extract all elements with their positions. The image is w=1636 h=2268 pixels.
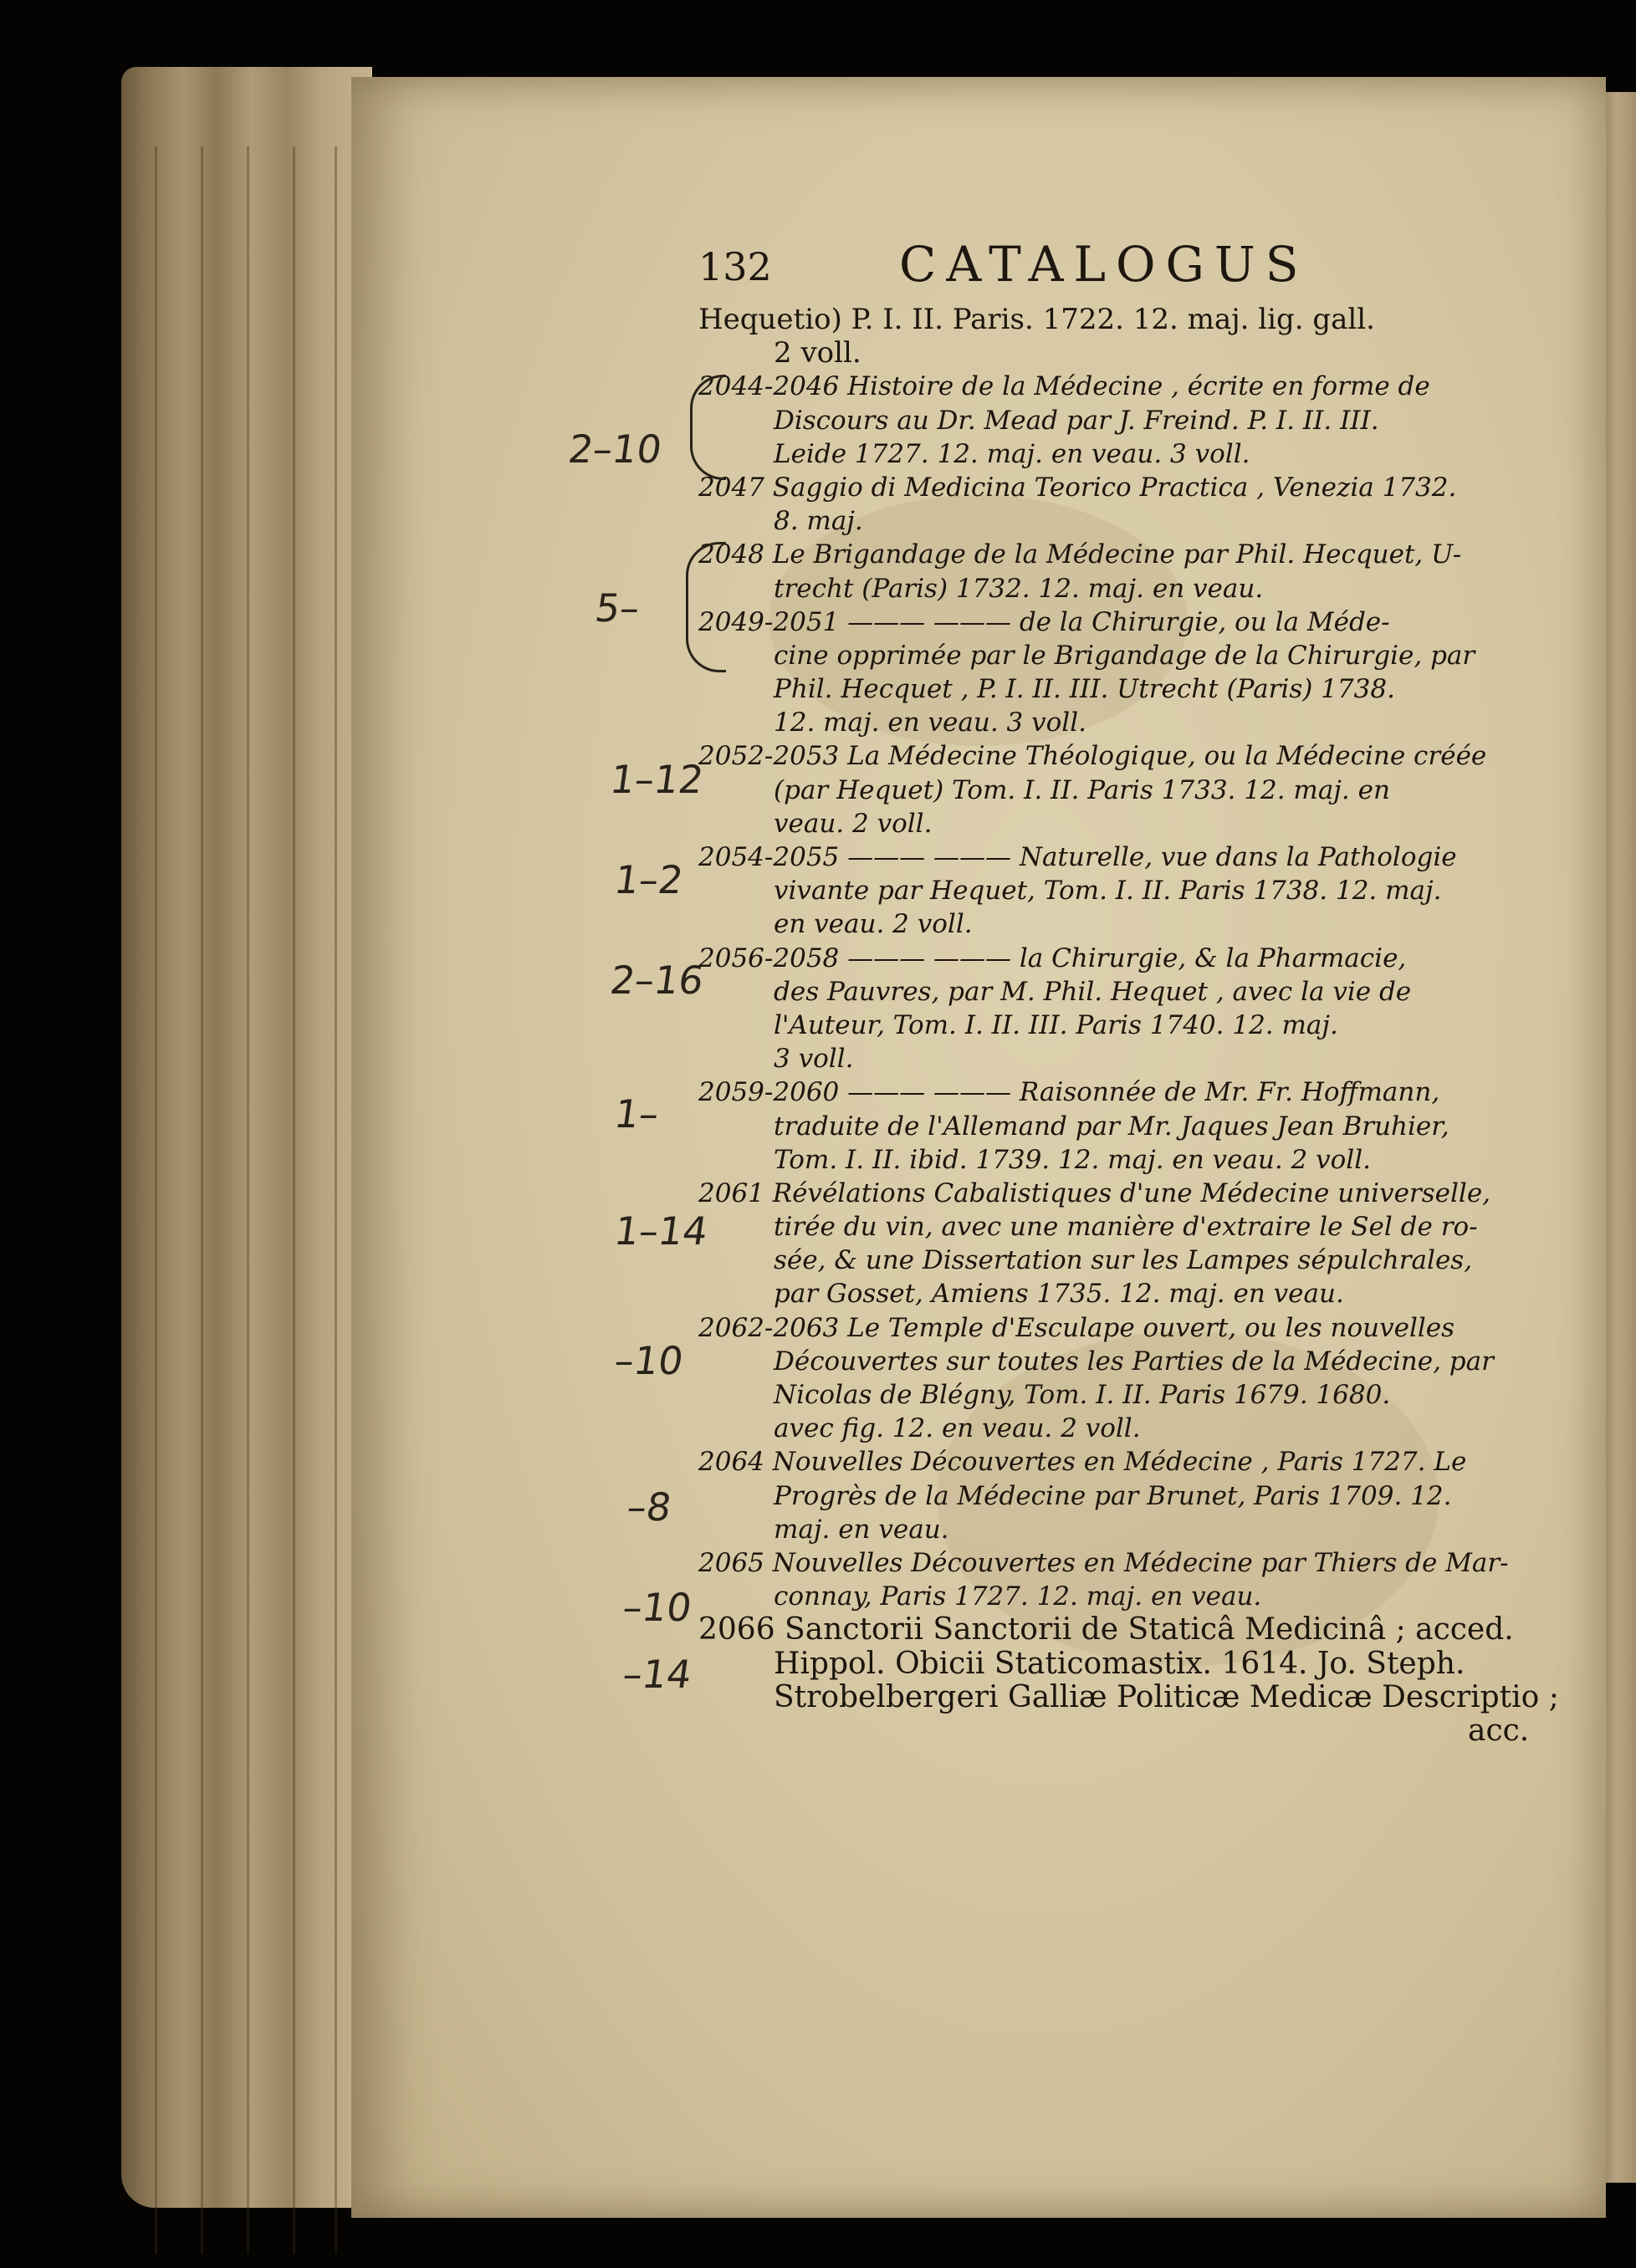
entry-line: 2061 Révélations Cabalistiques d'une Médecine universelle, <box>698 1177 1491 1208</box>
catalog-entries <box>698 303 1559 1748</box>
margin-note: 2–16 <box>607 958 707 1003</box>
edge-line <box>201 146 203 2254</box>
entry-line: Nicolas de Blégny, Tom. I. II. Paris 1679. 1680. <box>774 1380 1391 1410</box>
entry-line: en veau. 2 voll. <box>774 909 973 940</box>
entry-line: Hippol. Obicii Staticomastix. 1614. Jo. Steph. <box>774 1646 1465 1681</box>
entry-line: 2062-2063 Le Temple d'Esculape ouvert, ou les nouvelles <box>698 1312 1455 1343</box>
entry-line: vivante par Hequet, Tom. I. II. Paris 1738. 12. maj. <box>774 876 1442 907</box>
margin-note: 2–10 <box>565 427 665 472</box>
entry-line: connay, Paris 1727. 12. maj. en veau. <box>774 1581 1262 1612</box>
entry-line: traduite de l'Allemand par Mr. Jaques Jean Bruhier, <box>774 1111 1449 1142</box>
margin-note: –10 <box>620 1585 695 1630</box>
entry-line: Phil. Hecquet , P. I. II. III. Utrecht (Paris) 1738. <box>774 674 1395 705</box>
margin-note: 1–14 <box>611 1208 711 1254</box>
entry-line: 2047 Saggio di Medicina Teorico Practica , Venezia 1732. <box>698 472 1457 503</box>
margin-note: 1–12 <box>607 757 707 802</box>
entry-line: avec fig. 12. en veau. 2 voll. <box>774 1413 1141 1444</box>
page-number: 132 <box>698 244 772 289</box>
page-edges <box>121 67 372 2208</box>
margin-note: 1– <box>611 1091 662 1137</box>
entry-line: 2048 Le Brigandage de la Médecine par Phil. Hecquet, U- <box>698 539 1462 570</box>
entry-line: Discours au Dr. Mead par J. Freind. P. I. II. III. <box>774 405 1379 436</box>
entry-line: maj. en veau. <box>774 1514 949 1545</box>
entry-line: 2059-2060 ——— ——— Raisonnée de Mr. Fr. Hoffmann, <box>698 1077 1440 1108</box>
entry-line: cine opprimée par le Brigandage de la Chirurgie, par <box>774 640 1475 671</box>
handwritten-bracket <box>686 542 726 672</box>
page-header <box>698 236 1535 303</box>
entry-line: Tom. I. II. ibid. 1739. 12. maj. en veau. 2 voll. <box>774 1144 1371 1175</box>
entry-line: des Pauvres, par M. Phil. Hequet , avec la vie de <box>774 976 1412 1007</box>
entry-line: par Gosset, Amiens 1735. 12. maj. en veau. <box>774 1279 1344 1310</box>
margin-note: 5– <box>592 585 643 631</box>
entry-line: 2056-2058 ——— ——— la Chirurgie, & la Pharmacie, <box>698 942 1407 973</box>
entry-line: sée, & une Dissertation sur les Lampes sépulchrales, <box>774 1245 1473 1276</box>
entry-line: 2065 Nouvelles Découvertes en Médecine par Thiers de Mar- <box>698 1547 1509 1578</box>
margin-note: –10 <box>611 1338 687 1383</box>
entry-line: 2049-2051 ——— ——— de la Chirurgie, ou la Méde- <box>698 606 1390 637</box>
entry-line: 2 voll. <box>774 336 861 370</box>
entry-line: acc. <box>1468 1713 1530 1748</box>
entry-line: 2044-2046 Histoire de la Médecine , écrite en forme de <box>698 371 1430 402</box>
entry-line: tirée du vin, avec une manière d'extraire le Sel de ro- <box>774 1212 1478 1243</box>
entry-line: Strobelbergeri Galliæ Politicæ Medicæ Descriptio ; <box>774 1679 1559 1714</box>
entry-line: trecht (Paris) 1732. 12. maj. en veau. <box>774 573 1264 604</box>
entry-line: l'Auteur, Tom. I. II. III. Paris 1740. 12. maj. <box>774 1009 1338 1040</box>
entry-line: Découvertes sur toutes les Parties de la Médecine, par <box>774 1346 1494 1377</box>
entry-line: 2064 Nouvelles Découvertes en Médecine , Paris 1727. Le <box>698 1447 1467 1478</box>
margin-note: 1–2 <box>611 857 687 902</box>
edge-line <box>293 146 295 2254</box>
entry-line: veau. 2 voll. <box>774 808 933 839</box>
entry-line: 2054-2055 ——— ——— Naturelle, vue dans la Pathologie <box>698 842 1457 872</box>
handwritten-bracket <box>690 375 726 480</box>
margin-note: –14 <box>620 1652 695 1697</box>
entry-line: Progrès de la Médecine par Brunet, Paris 1709. 12. <box>774 1480 1452 1511</box>
entry-line: 8. maj. <box>774 506 863 537</box>
edge-line <box>155 146 157 2254</box>
running-title: CATALOGUS <box>899 236 1309 293</box>
entry-line: Hequetio) P. I. II. Paris. 1722. 12. maj. lig. gall. <box>698 303 1375 336</box>
edge-line <box>247 146 249 2254</box>
entry-line: Leide 1727. 12. maj. en veau. 3 voll. <box>774 438 1250 469</box>
entry-line: 2066 Sanctorii Sanctorii de Staticâ Medicinâ ; acced. <box>698 1612 1514 1647</box>
entry-line: (par Hequet) Tom. I. II. Paris 1733. 12. maj. en <box>774 774 1390 805</box>
margin-note: –8 <box>624 1484 675 1530</box>
edge-line <box>335 146 337 2254</box>
entry-line: 3 voll. <box>774 1044 854 1075</box>
entry-line: 2052-2053 La Médecine Théologique, ou la Médecine créée <box>698 741 1487 772</box>
entry-line: 12. maj. en veau. 3 voll. <box>774 707 1086 738</box>
